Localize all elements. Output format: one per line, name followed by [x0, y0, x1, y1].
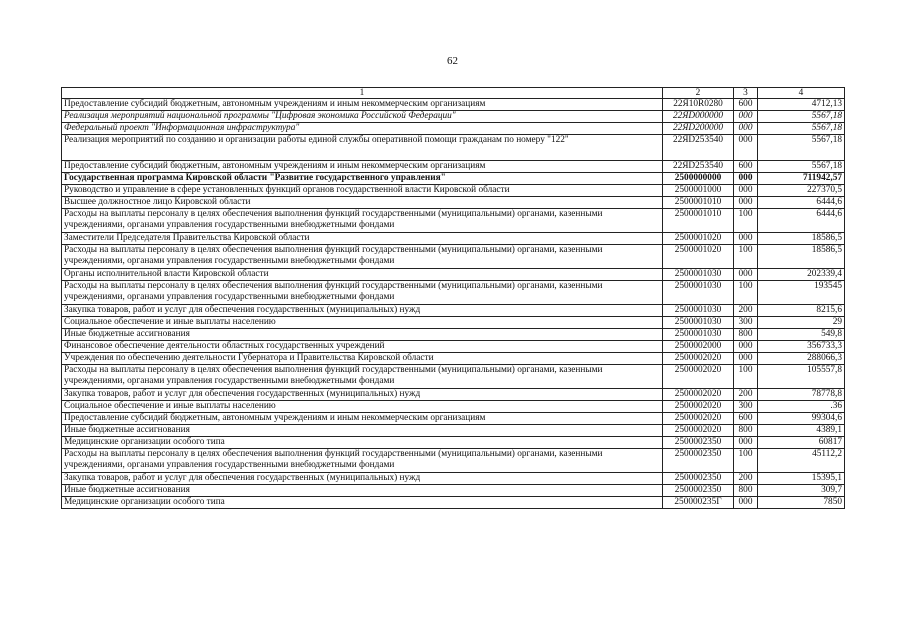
row-name-cell: Медицинские организации особого типа: [62, 497, 663, 509]
table-row: [62, 473, 845, 485]
row-name-cell: Органы исполнительной власти Кировской области: [62, 269, 663, 281]
table-row: [62, 401, 845, 413]
row-code-cell: 22Я10R0280: [663, 99, 734, 111]
row-amount-cell: 6444,6: [758, 197, 845, 209]
row-amount-cell: 45112,2: [758, 449, 845, 473]
row-name-cell: Реализация мероприятий национальной программы "Цифровая экономика Российской Федерации": [62, 111, 663, 123]
row-expense-type-cell: 200: [734, 389, 758, 401]
table-row: [62, 123, 845, 135]
table-row: [62, 425, 845, 437]
row-code-cell: 22ЯD253540: [663, 161, 734, 173]
row-expense-type-cell: 600: [734, 413, 758, 425]
row-code-cell: 2500001030: [663, 269, 734, 281]
row-code-cell: 22ЯD253540: [663, 135, 734, 161]
row-code-cell: 2500002350: [663, 437, 734, 449]
row-code-cell: 2500002020: [663, 389, 734, 401]
table-row: [62, 173, 845, 185]
table-row: [62, 185, 845, 197]
row-code-cell: 2500001030: [663, 305, 734, 317]
table-row: [62, 329, 845, 341]
table-row: [62, 99, 845, 111]
row-name-cell: Иные бюджетные ассигнования: [62, 329, 663, 341]
row-code-cell: 2500002350: [663, 449, 734, 473]
row-name-cell: Предоставление субсидий бюджетным, автономным учреждениям и иным некоммерческим организациям: [62, 413, 663, 425]
row-expense-type-cell: 000: [734, 269, 758, 281]
row-amount-cell: .36: [758, 401, 845, 413]
row-name-cell: Социальное обеспечение и иные выплаты населению: [62, 401, 663, 413]
row-expense-type-cell: 100: [734, 209, 758, 233]
header-cell-vr: 3: [734, 88, 758, 99]
row-expense-type-cell: 200: [734, 305, 758, 317]
table-row: [62, 365, 845, 389]
row-amount-cell: 4389,1: [758, 425, 845, 437]
row-amount-cell: 5567,18: [758, 123, 845, 135]
row-code-cell: 2500001020: [663, 245, 734, 269]
table-header-row: [62, 88, 845, 99]
table-row: [62, 135, 845, 161]
row-expense-type-cell: 800: [734, 425, 758, 437]
row-amount-cell: 18586,5: [758, 233, 845, 245]
row-name-cell: Расходы на выплаты персоналу в целях обеспечения выполнения функций государственными (муниципальными) органами, казенными учреждениями, органами управления государственными внебюджетными фондами: [62, 209, 663, 233]
row-code-cell: 2500001030: [663, 317, 734, 329]
row-amount-cell: 549,8: [758, 329, 845, 341]
row-code-cell: 2500002020: [663, 353, 734, 365]
budget-table: [61, 87, 845, 509]
table-row: [62, 317, 845, 329]
row-name-cell: Руководство и управление в сфере установленных функций органов государственной власти Кировской области: [62, 185, 663, 197]
row-expense-type-cell: 000: [734, 341, 758, 353]
row-amount-cell: 356733,3: [758, 341, 845, 353]
table-row: [62, 341, 845, 353]
row-expense-type-cell: 000: [734, 197, 758, 209]
row-expense-type-cell: 100: [734, 365, 758, 389]
row-name-cell: Учреждения по обеспечению деятельности Губернатора и Правительства Кировской области: [62, 353, 663, 365]
row-amount-cell: 6444,6: [758, 209, 845, 233]
row-expense-type-cell: 300: [734, 401, 758, 413]
header-cell-code: 2: [663, 88, 734, 99]
table-body: [62, 88, 845, 509]
row-expense-type-cell: 100: [734, 281, 758, 305]
row-code-cell: 2500001010: [663, 209, 734, 233]
row-name-cell: Медицинские организации особого типа: [62, 437, 663, 449]
row-amount-cell: 29: [758, 317, 845, 329]
row-name-cell: Иные бюджетные ассигнования: [62, 425, 663, 437]
row-expense-type-cell: 000: [734, 111, 758, 123]
table-row: [62, 161, 845, 173]
row-name-cell: Расходы на выплаты персоналу в целях обеспечения выполнения функций государственными (муниципальными) органами, казенными учреждениями, органами управления государственными внебюджетными фондами: [62, 245, 663, 269]
row-code-cell: 2500001010: [663, 197, 734, 209]
table-row: [62, 485, 845, 497]
table-row: [62, 233, 845, 245]
row-code-cell: 2500001030: [663, 329, 734, 341]
row-code-cell: 2500002020: [663, 413, 734, 425]
row-name-cell: Закупка товаров, работ и услуг для обеспечения государственных (муниципальных) нужд: [62, 305, 663, 317]
row-expense-type-cell: 600: [734, 99, 758, 111]
row-name-cell: Реализация мероприятий по созданию и организации работы единой службы оперативной помощи гражданам по номеру "122": [62, 135, 663, 161]
row-expense-type-cell: 000: [734, 233, 758, 245]
row-amount-cell: 227370,5: [758, 185, 845, 197]
table-row: [62, 111, 845, 123]
row-expense-type-cell: 100: [734, 245, 758, 269]
row-name-cell: Государственная программа Кировской области "Развитие государственного управления": [62, 173, 663, 185]
table-row: [62, 305, 845, 317]
header-cell-amount: 4: [758, 88, 845, 99]
row-expense-type-cell: 000: [734, 437, 758, 449]
row-code-cell: 2500000000: [663, 173, 734, 185]
row-name-cell: Заместители Председателя Правительства Кировской области: [62, 233, 663, 245]
row-code-cell: 250000235Г: [663, 497, 734, 509]
table-row: [62, 209, 845, 233]
row-amount-cell: 60817: [758, 437, 845, 449]
row-code-cell: 2500002350: [663, 473, 734, 485]
row-code-cell: 2500001020: [663, 233, 734, 245]
row-amount-cell: 193545: [758, 281, 845, 305]
row-amount-cell: 78778,8: [758, 389, 845, 401]
row-code-cell: 2500002020: [663, 425, 734, 437]
row-amount-cell: 5567,18: [758, 135, 845, 161]
row-expense-type-cell: 600: [734, 161, 758, 173]
row-amount-cell: 7850: [758, 497, 845, 509]
table-row: [62, 245, 845, 269]
row-expense-type-cell: 800: [734, 485, 758, 497]
header-cell-name: 1: [62, 88, 663, 99]
row-code-cell: 2500001000: [663, 185, 734, 197]
row-code-cell: 2500001030: [663, 281, 734, 305]
row-name-cell: Федеральный проект "Информационная инфраструктура": [62, 123, 663, 135]
row-amount-cell: 99304,6: [758, 413, 845, 425]
table-row: [62, 437, 845, 449]
row-name-cell: Расходы на выплаты персоналу в целях обеспечения выполнения функций государственными (муниципальными) органами, казенными учреждениями, органами управления государственными внебюджетными фондами: [62, 365, 663, 389]
row-name-cell: Финансовое обеспечение деятельности областных государственных учреждений: [62, 341, 663, 353]
row-amount-cell: 105557,8: [758, 365, 845, 389]
row-amount-cell: 4712,13: [758, 99, 845, 111]
table-row: [62, 497, 845, 509]
row-amount-cell: 309,7: [758, 485, 845, 497]
row-expense-type-cell: 300: [734, 317, 758, 329]
row-expense-type-cell: 000: [734, 173, 758, 185]
row-amount-cell: 18586,5: [758, 245, 845, 269]
row-amount-cell: 288066,3: [758, 353, 845, 365]
table-row: [62, 269, 845, 281]
row-name-cell: Расходы на выплаты персоналу в целях обеспечения выполнения функций государственными (муниципальными) органами, казенными учреждениями, органами управления государственными внебюджетными фондами: [62, 281, 663, 305]
row-code-cell: 2500002000: [663, 341, 734, 353]
table-row: [62, 197, 845, 209]
row-name-cell: Иные бюджетные ассигнования: [62, 485, 663, 497]
table-row: [62, 449, 845, 473]
row-code-cell: 2500002350: [663, 485, 734, 497]
row-name-cell: Высшее должностное лицо Кировской области: [62, 197, 663, 209]
row-code-cell: 2500002020: [663, 401, 734, 413]
row-code-cell: 22ЯD000000: [663, 111, 734, 123]
row-expense-type-cell: 000: [734, 135, 758, 161]
row-code-cell: 2500002020: [663, 365, 734, 389]
row-name-cell: Расходы на выплаты персоналу в целях обеспечения выполнения функций государственными (муниципальными) органами, казенными учреждениями, органами управления государственными внебюджетными фондами: [62, 449, 663, 473]
table-row: [62, 413, 845, 425]
row-name-cell: Предоставление субсидий бюджетным, автономным учреждениям и иным некоммерческим организациям: [62, 161, 663, 173]
row-name-cell: Предоставление субсидий бюджетным, автономным учреждениям и иным некоммерческим организациям: [62, 99, 663, 111]
row-expense-type-cell: 000: [734, 497, 758, 509]
row-name-cell: Закупка товаров, работ и услуг для обеспечения государственных (муниципальных) нужд: [62, 473, 663, 485]
row-expense-type-cell: 000: [734, 123, 758, 135]
row-expense-type-cell: 100: [734, 449, 758, 473]
row-expense-type-cell: 000: [734, 353, 758, 365]
row-expense-type-cell: 200: [734, 473, 758, 485]
table-row: [62, 353, 845, 365]
row-amount-cell: 8215,6: [758, 305, 845, 317]
row-amount-cell: 5567,18: [758, 161, 845, 173]
row-amount-cell: 15395,1: [758, 473, 845, 485]
row-amount-cell: 202339,4: [758, 269, 845, 281]
row-amount-cell: 5567,18: [758, 111, 845, 123]
row-expense-type-cell: 000: [734, 185, 758, 197]
row-name-cell: Закупка товаров, работ и услуг для обеспечения государственных (муниципальных) нужд: [62, 389, 663, 401]
row-amount-cell: 711942,57: [758, 173, 845, 185]
page-number: 62: [447, 55, 458, 67]
row-code-cell: 22ЯD200000: [663, 123, 734, 135]
row-expense-type-cell: 800: [734, 329, 758, 341]
table-row: [62, 281, 845, 305]
table-row: [62, 389, 845, 401]
row-name-cell: Социальное обеспечение и иные выплаты населению: [62, 317, 663, 329]
